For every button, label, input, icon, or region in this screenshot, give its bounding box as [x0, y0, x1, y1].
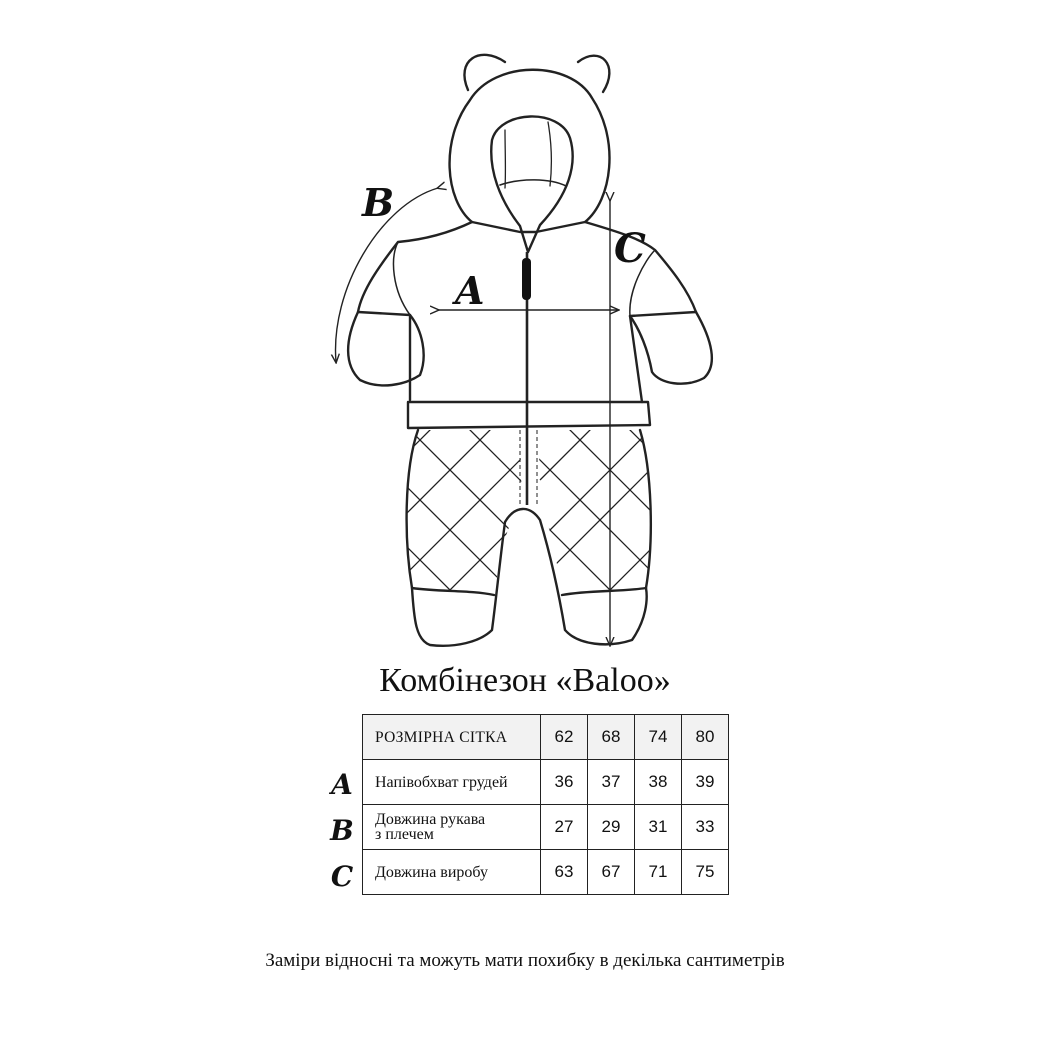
measurement-label: Напівобхват грудей	[363, 760, 541, 805]
leg-quilting	[380, 340, 680, 648]
row-letter-a: A	[331, 768, 353, 801]
table-row	[363, 805, 729, 850]
jumpsuit-outline	[348, 55, 712, 646]
size-column-header: 80	[682, 715, 729, 760]
measurement-value: 63	[541, 850, 588, 895]
measurement-value: 27	[541, 805, 588, 850]
measurement-arrows	[336, 188, 618, 645]
measurement-value: 37	[588, 760, 635, 805]
label-b: B	[362, 180, 395, 225]
size-column-header: 74	[635, 715, 682, 760]
size-chart-table	[362, 714, 729, 895]
measurement-value: 38	[635, 760, 682, 805]
measurement-value: 39	[682, 760, 729, 805]
measurement-value: 75	[682, 850, 729, 895]
measurement-value: 29	[588, 805, 635, 850]
row-letter-c: C	[330, 860, 354, 893]
size-chart-header-label: РОЗМІРНА СІТКА	[363, 715, 541, 760]
label-c: C	[614, 225, 646, 272]
zipper	[520, 252, 537, 505]
product-title: Комбінезон «Baloo»	[379, 662, 671, 699]
measurement-value: 36	[541, 760, 588, 805]
measurement-label-line: з плечем	[375, 826, 434, 843]
size-column-header: 62	[541, 715, 588, 760]
row-letter-b: B	[330, 814, 354, 847]
table-row	[363, 760, 729, 805]
measurement-label: Довжина виробу	[363, 850, 541, 895]
measurement-value: 67	[588, 850, 635, 895]
measurement-disclaimer: Заміри відносні та можуть мати похибку в декілька сантиметрів	[265, 950, 785, 971]
measurement-label	[363, 805, 541, 850]
size-chart-header-row	[363, 715, 729, 760]
measurement-value: 33	[682, 805, 729, 850]
measurement-value: 31	[635, 805, 682, 850]
measurement-value: 71	[635, 850, 682, 895]
size-column-header: 68	[588, 715, 635, 760]
label-a: A	[455, 268, 485, 313]
measurement-label-line: Довжина рукава	[375, 811, 486, 828]
table-row	[363, 850, 729, 895]
